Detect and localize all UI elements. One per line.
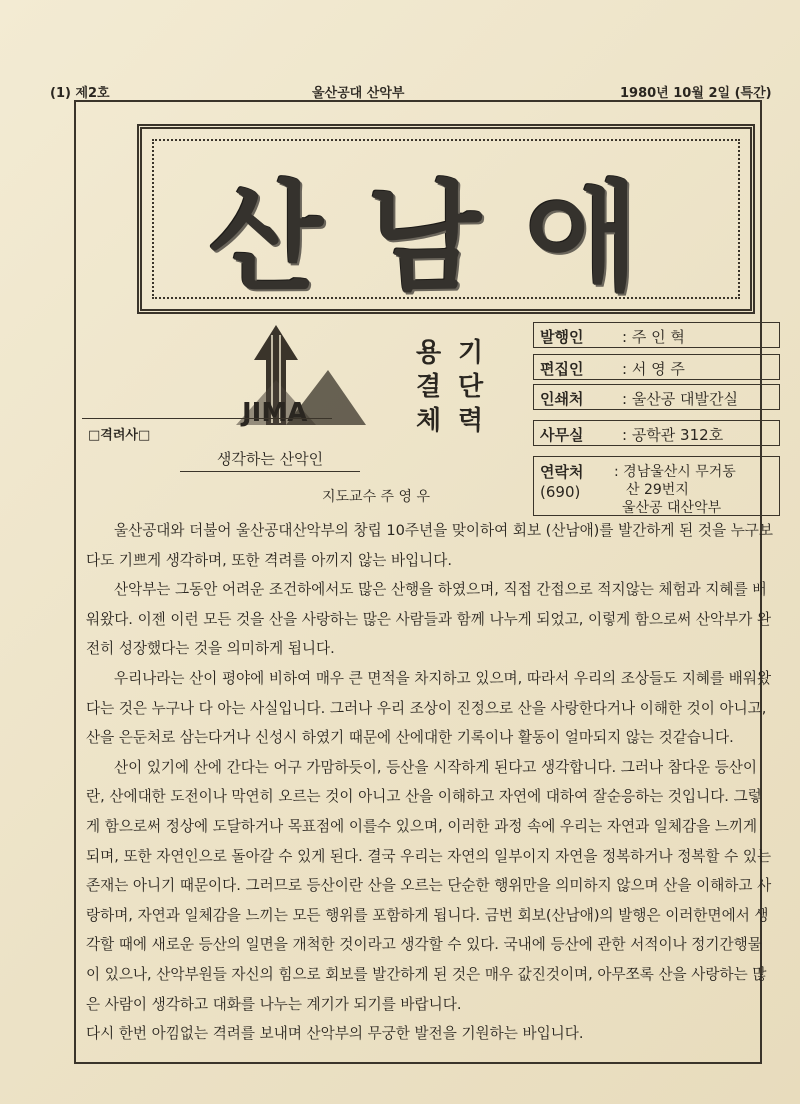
article-body: [86, 516, 774, 1049]
article-tag-label: 격려사: [100, 428, 138, 443]
info-row-publisher: [533, 322, 780, 348]
organization-name: 울산공대 산악부: [312, 86, 405, 101]
article-paragraph: 울산공대와 더불어 울산공대산악부의 창립 10주년을 맞이하여 회보 (산남애)를 발간하게 된 것을 누구보다도 기쁘게 생각하며, 또한 격려를 아끼지 않는 바입니다.: [86, 522, 773, 569]
contact-phone: (690): [540, 483, 581, 501]
article-tag: □격려사□: [88, 428, 151, 443]
contact-address-2: 산 29번지: [626, 482, 689, 498]
article-paragraph: 우리나라는 산이 평야에 비하여 매우 큰 면적을 차지하고 있으며, 따라서 우리의 조상들도 지혜를 배워왔다는 것은 누구나 다 아는 사실입니다. 그러나 우리 조상이 진정으로 산을 사랑한다거나 이해한 것이 아니고, 산을 은둔처로 삼는다거나 신성시 하였기 때문에 산에대한 기록이나 활동이 얼마되지 않는 것같습니다.: [86, 669, 772, 747]
info-row-editor: [533, 354, 780, 380]
motto-char: 결: [416, 372, 442, 402]
issue-number: (1) 제2호: [50, 86, 110, 101]
publication-date: 1980년 10월 2일 (특간): [620, 86, 772, 101]
article-paragraph: 다시 한번 아낌없는 격려를 보내며 산악부의 무궁한 발전을 기원하는 바입니다.: [86, 1025, 584, 1043]
info-key: 편집인: [540, 360, 584, 378]
motto-char: 용: [416, 338, 442, 368]
article-author: 지도교수 주 영 우: [322, 489, 431, 505]
info-key: 발행인: [540, 328, 584, 346]
article-top-rule: [82, 418, 332, 419]
article-paragraph: 산이 있기에 산에 간다는 어구 가맘하듯이, 등산을 시작하게 된다고 생각합니다. 그러나 참다운 등산이란, 산에대한 도전이나 막연히 오르는 것이 아니고 산을 이해하고 자연에 대하여 잘순응하는 것입니다. 그렇게 함으로써 정상에 도달하거나 목표점에 이를수 있으며, 이러한 과정 속에 우리는 자연과 일체감을 느끼게 되며, 또한 자연인으로 돌아갈 수 있게 된다. 결국 우리는 자연의 일부이지 자연을 정복하거나 정복할 수 있는 존재는 아니기 때문이다. 그러므로 등산이란 산을 오르는 단순한 행위만을 의미하지 않으며 산을 이해하고 사랑하며, 자연과 일체감을 느끼는 모든 행위를 포함하게 됩니다. 금번 회보(산남애)의 발행은 이러한면에서 생각할 때에 새로운 등산의 일면을 개척한 것이라고 생각할 수 있다. 국내에 등산에 관한 서적이나 정기간행물이 있으나, 산악부원들 자신의 힘으로 회보를 발간하게 된 것은 매우 값진것이며, 아무쪼록 산을 사랑하는 많은 사람이 생각하고 대화를 나누는 계기가 되기를 바랍니다.: [86, 758, 772, 1013]
contact-address-3: 울산공 대산악부: [622, 500, 722, 516]
motto-char: 체: [416, 406, 442, 436]
info-key: 연락처: [540, 463, 584, 481]
info-value: : 주 인 혁: [622, 328, 685, 346]
article: [82, 418, 780, 1043]
info-key: 인쇄처: [540, 390, 584, 408]
article-subtitle: 생각하는 산악인: [180, 448, 360, 472]
contact-address-1: : 경남울산시 무거동: [614, 464, 736, 480]
motto-char: 력: [458, 406, 484, 436]
info-value: : 서 영 주: [622, 360, 685, 378]
motto-char: 기: [458, 338, 484, 368]
info-value: : 울산공 대발간실: [622, 390, 739, 408]
logo-letters: JIMA: [242, 398, 308, 428]
motto-char: 단: [458, 372, 484, 402]
info-row-printer: [533, 384, 780, 410]
article-paragraph: 산악부는 그동안 어려운 조건하에서도 많은 산행을 하였으며, 직접 간접으로 적지않는 체험과 지혜를 배워왔다. 이젠 이런 모든 것을 산을 사랑하는 많은 사람들과 함께 나누게 되었고, 이렇게 함으로써 산악부가 완전히 성장했다는 것을 의미하게 됩니다.: [86, 581, 772, 658]
info-value: : 공학관 312호: [622, 426, 724, 444]
masthead: [137, 124, 755, 314]
masthead-title: 산남애: [209, 168, 683, 307]
info-key: 사무실: [540, 426, 584, 444]
